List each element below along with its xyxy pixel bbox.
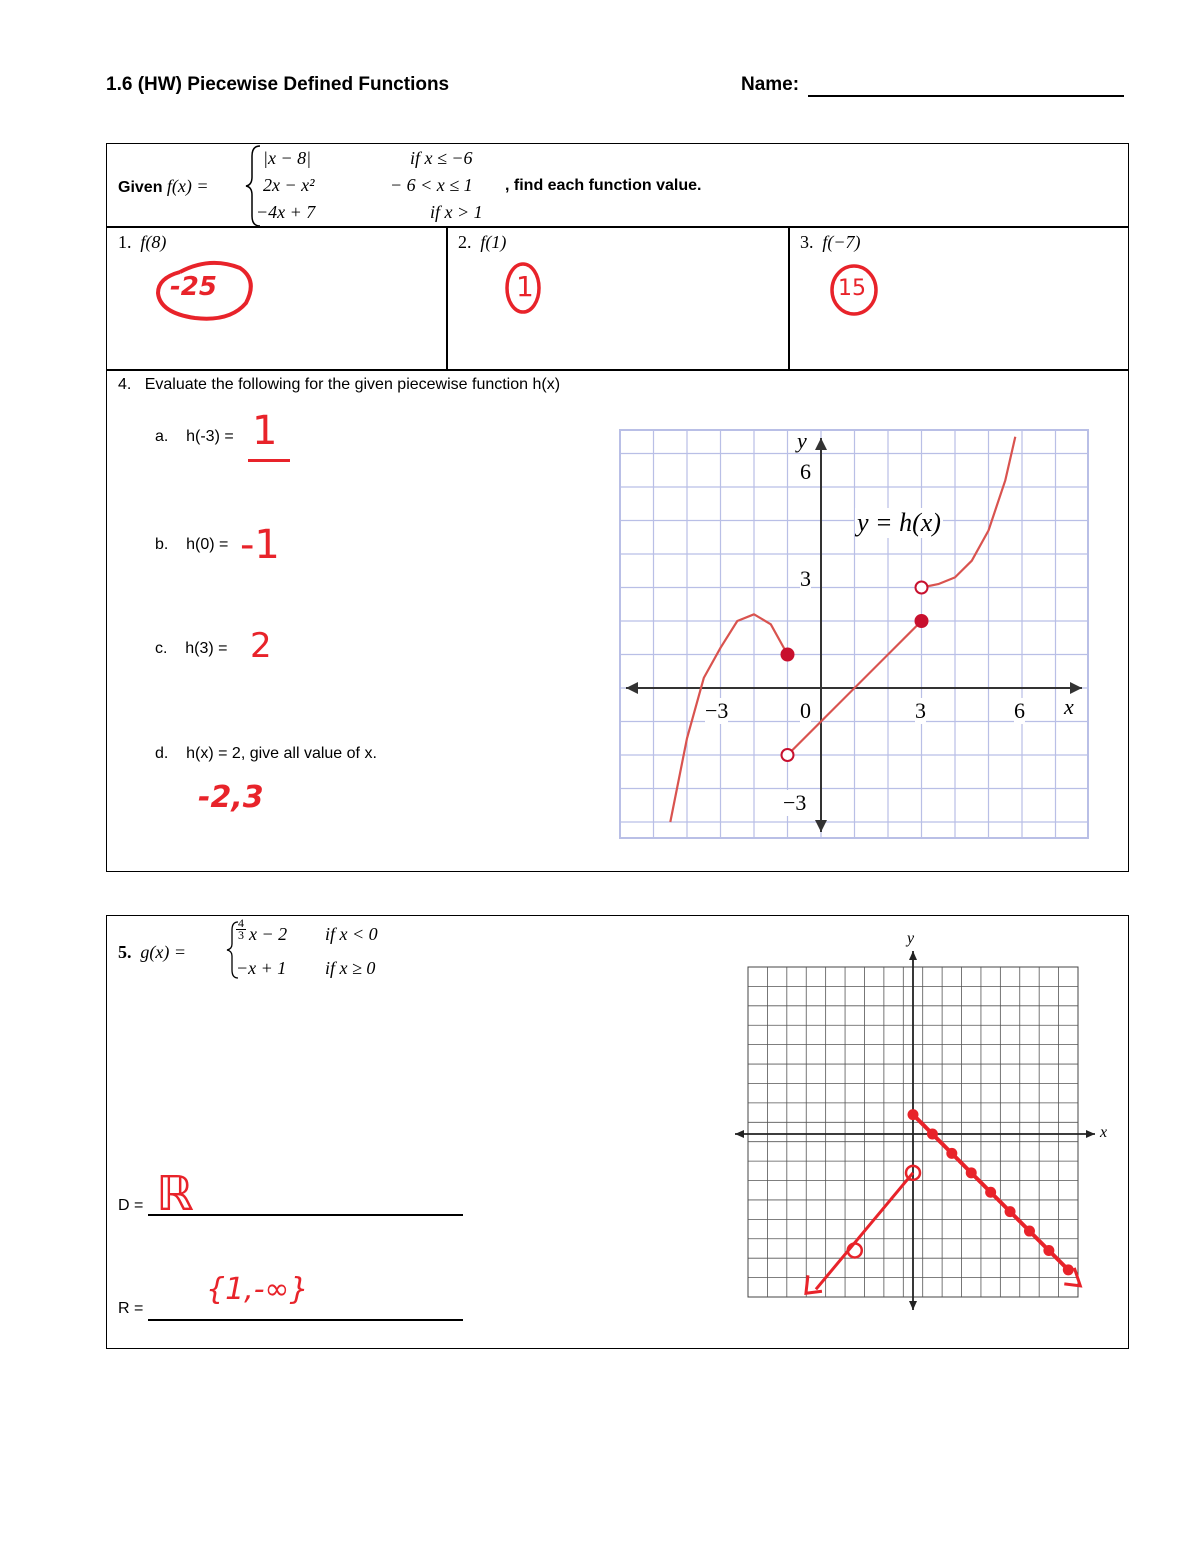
q5-fraction: 4 3 bbox=[238, 916, 244, 942]
range-answer: {1,-∞} bbox=[206, 1272, 309, 1307]
q5-piece-2-cond: if x ≥ 0 bbox=[325, 958, 376, 978]
answer-1: -25 bbox=[170, 272, 217, 302]
table-col-divider-2 bbox=[788, 226, 790, 371]
graph1-closed-point bbox=[916, 615, 928, 627]
graph1-open-point bbox=[782, 749, 794, 761]
graph2-y-label: y bbox=[907, 930, 915, 947]
domain-answer: ℝ bbox=[156, 1166, 195, 1222]
domain-label: D = bbox=[118, 1197, 144, 1214]
table-col-divider-1 bbox=[446, 226, 448, 371]
q4-answer-a-underline bbox=[248, 459, 290, 462]
graph1-ytick-neg3: −3 bbox=[783, 790, 807, 815]
graph1-xtick-0: 0 bbox=[800, 698, 811, 723]
graph2-closed-point bbox=[908, 1109, 919, 1120]
graph2-x-label: x bbox=[1100, 1124, 1108, 1141]
q4-prompt: 4. Evaluate the following for the given piecewise function h(x) bbox=[118, 376, 561, 393]
given-piece-1-cond: if x ≤ −6 bbox=[410, 148, 473, 168]
graph1-xtick-3: 3 bbox=[915, 698, 926, 723]
problem-1: 1. f(8) bbox=[118, 232, 167, 252]
answer-2: 1 bbox=[516, 270, 534, 303]
graph1-curve-label: y = h(x) bbox=[857, 508, 941, 537]
graph1-open-point bbox=[916, 582, 928, 594]
given-piece-3-expr: −4x + 7 bbox=[256, 202, 316, 222]
range-label: R = bbox=[118, 1300, 144, 1317]
given-piece-1-expr: |x − 8| bbox=[263, 148, 312, 168]
problem-3: 3. f(−7) bbox=[800, 232, 861, 252]
q5-piece-2-expr: −x + 1 bbox=[236, 958, 287, 978]
graph2-plotted-point bbox=[1063, 1264, 1074, 1275]
graph2-plotted-point bbox=[985, 1187, 996, 1198]
graph2-plotted-point bbox=[1043, 1245, 1054, 1256]
q4-answer-d: -2,3 bbox=[198, 780, 264, 815]
graph2-plotted-point bbox=[927, 1129, 938, 1140]
given-piece-2-cond: − 6 < x ≤ 1 bbox=[390, 175, 473, 195]
given-suffix: , find each function value. bbox=[505, 177, 702, 194]
graph2-plotted-point bbox=[1024, 1226, 1035, 1237]
graph-g-of-x bbox=[735, 935, 1115, 1320]
q4-answer-c: 2 bbox=[250, 626, 272, 666]
q5-label: 5. g(x) = bbox=[118, 942, 187, 962]
graph1-ytick-6: 6 bbox=[800, 459, 811, 484]
graph-h-of-x bbox=[620, 430, 1090, 840]
given-piece-2-expr: 2x − x² bbox=[263, 175, 315, 195]
graph2-y-arrow-up bbox=[909, 951, 917, 960]
q5-piece-1-expr: x − 2 bbox=[249, 924, 288, 944]
graph1-closed-point bbox=[782, 649, 794, 661]
graph2-plotted-point bbox=[946, 1148, 957, 1159]
page-title: 1.6 (HW) Piecewise Defined Functions bbox=[106, 74, 450, 95]
given-piece-3-cond: if x > 1 bbox=[430, 202, 483, 222]
graph2-plotted-point bbox=[966, 1167, 977, 1178]
q4-answer-a: 1 bbox=[252, 408, 278, 454]
range-blank[interactable] bbox=[148, 1319, 463, 1321]
graph2-x-arrow-right bbox=[1086, 1130, 1095, 1138]
q5-piece-1-cond: if x < 0 bbox=[325, 924, 378, 944]
graph1-xtick-6: 6 bbox=[1014, 698, 1025, 723]
graph1-y-label: y bbox=[797, 428, 807, 453]
graph2-x-arrow-left bbox=[735, 1130, 744, 1138]
answer-3: 15 bbox=[838, 276, 866, 301]
q4-part-b: b. h(0) = bbox=[155, 536, 229, 553]
graph2-plotted-point bbox=[1005, 1206, 1016, 1217]
q4-part-c: c. h(3) = bbox=[155, 640, 228, 657]
graph1-xtick-neg3: −3 bbox=[705, 698, 729, 723]
graph1-ytick-3: 3 bbox=[800, 566, 811, 591]
name-blank-line[interactable] bbox=[808, 95, 1124, 97]
graph1-x-label: x bbox=[1064, 694, 1074, 719]
problem-2: 2. f(1) bbox=[458, 232, 507, 252]
given-label: Given f(x) = bbox=[118, 176, 209, 196]
name-label: Name: bbox=[741, 74, 800, 95]
q4-part-a: a. h(-3) = bbox=[155, 428, 234, 445]
graph2-y-arrow-down bbox=[909, 1301, 917, 1310]
q4-answer-b: -1 bbox=[240, 522, 280, 568]
domain-blank[interactable] bbox=[148, 1214, 463, 1216]
q4-part-d: d. h(x) = 2, give all value of x. bbox=[155, 745, 377, 762]
